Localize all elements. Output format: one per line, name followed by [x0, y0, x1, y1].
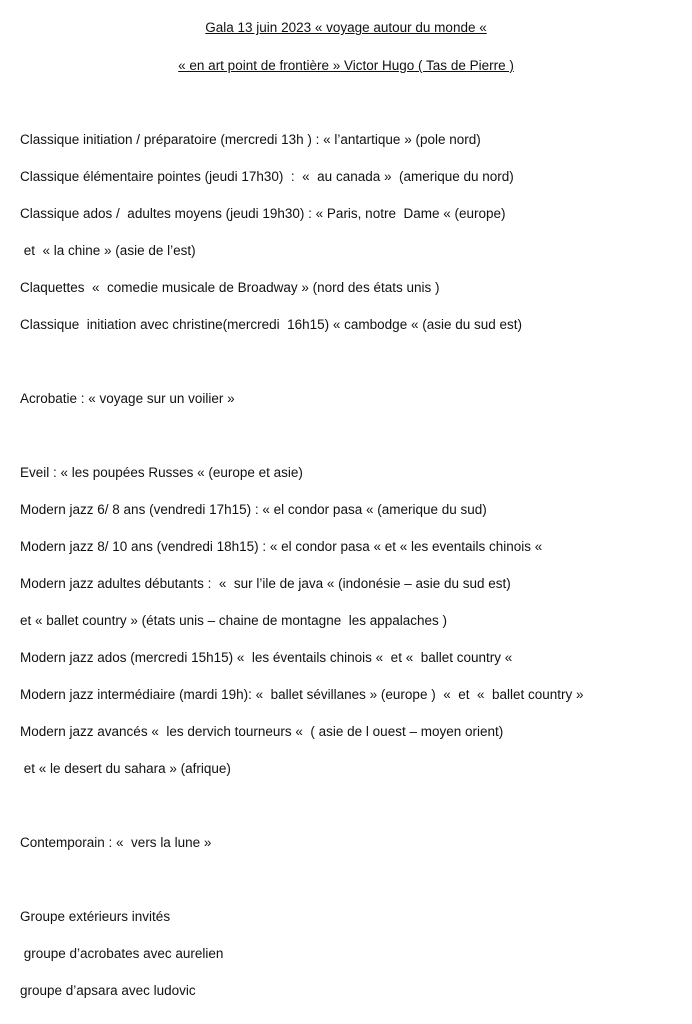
- program-line-eveil: Eveil : « les poupées Russes « (europe et asie): [20, 465, 303, 480]
- document-title: Gala 13 juin 2023 « voyage autour du monde «: [205, 20, 487, 35]
- document-subtitle: « en art point de frontière » Victor Hugo ( Tas de Pierre ): [178, 58, 514, 73]
- program-line-mj-6-8: Modern jazz 6/ 8 ans (vendredi 17h15) : « el condor pasa « (amerique du sud): [20, 502, 487, 517]
- program-line-mj-avances: Modern jazz avancés « les dervich tourneurs « ( asie de l ouest – moyen orient): [20, 724, 504, 739]
- program-line-contemporain: Contemporain : « vers la lune »: [20, 835, 212, 850]
- program-line-classique-elementaire: Classique élémentaire pointes (jeudi 17h30) : « au canada » (amerique du nord): [20, 169, 514, 184]
- program-line-mj-adultes-cont: et « ballet country » (états unis – chaine de montagne les appalaches ): [20, 613, 448, 628]
- program-line-classique-ados: Classique ados / adultes moyens (jeudi 19h30) : « Paris, notre Dame « (europe): [20, 206, 506, 221]
- program-line-mj-8-10: Modern jazz 8/ 10 ans (vendredi 18h15) : « el condor pasa « et « les eventails chinois «: [20, 539, 543, 554]
- program-line-groupe-acrobates: groupe d’acrobates avec aurelien: [20, 946, 224, 961]
- program-line-classique-ados-cont: et « la chine » (asie de l’est): [20, 243, 196, 258]
- program-line-groupe-apsara: groupe d’apsara avec ludovic: [20, 983, 196, 998]
- program-line-mj-avances-cont: et « le desert du sahara » (afrique): [20, 761, 231, 776]
- program-line-mj-intermediaire: Modern jazz intermédiaire (mardi 19h): « ballet sévillanes » (europe ) « et « ballet country »: [20, 687, 584, 702]
- program-line-mj-ados: Modern jazz ados (mercredi 15h15) « les éventails chinois « et « ballet country «: [20, 650, 513, 665]
- program-line-classique-christine: Classique initiation avec christine(mercredi 16h15) « cambodge « (asie du sud est): [20, 317, 523, 332]
- program-line-acrobatie: Acrobatie : « voyage sur un voilier »: [20, 391, 235, 406]
- program-line-groupes-invites: Groupe extérieurs invités: [20, 909, 171, 924]
- program-line-mj-adultes: Modern jazz adultes débutants : « sur l’ile de java « (indonésie – asie du sud est): [20, 576, 511, 591]
- program-line-classique-initiation: Classique initiation / préparatoire (mercredi 13h ) : « l’antartique » (pole nord): [20, 132, 481, 147]
- program-line-claquettes: Claquettes « comedie musicale de Broadway » (nord des états unis ): [20, 280, 440, 295]
